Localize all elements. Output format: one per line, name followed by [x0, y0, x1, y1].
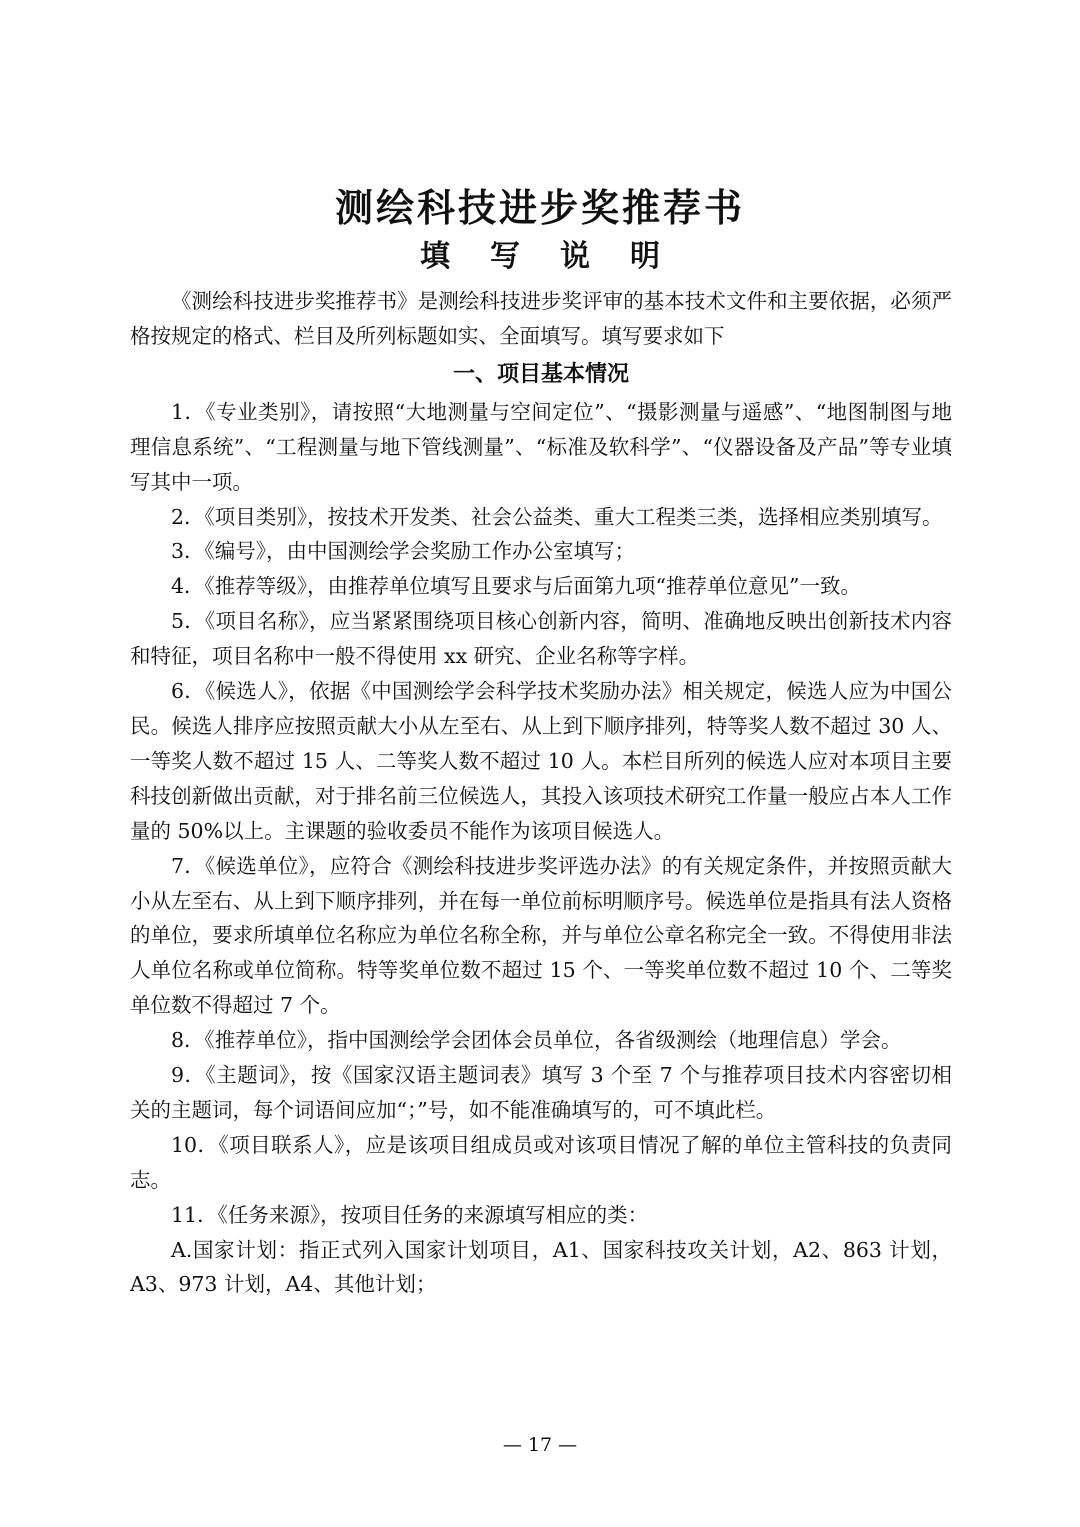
intro-paragraph: 《测绘科技进步奖推荐书》是测绘科技进步奖评审的基本技术文件和主要依据，必须严格按规定的格式、栏目及所列标题如实、全面填写。填写要求如下 [130, 289, 952, 348]
list-item: 3．《编号》，由中国测绘学会奖励工作办公室填写； [171, 539, 636, 564]
document-title: 测绘科技进步奖推荐书 [334, 186, 745, 230]
list-item: 4．《推荐等级》，由推荐单位填写且要求与后面第九项“推荐单位意见”一致。 [171, 574, 862, 599]
list-item: 10．《项目联系人》，应是该项目组成员或对该项目情况了解的单位主管科技的负责同志。 [130, 1132, 952, 1192]
list-item: 1．《专业类别》，请按照“大地测量与空间定位”、“摄影测量与遥感”、“地图制图与地理信息系统”、“工程测量与地下管线测量”、“标准及软科学”、“仪器设备及产品”等专业填写其中一项。 [130, 399, 952, 494]
list-item: 8．《推荐单位》，指中国测绘学会团体会员单位，各省级测绘（地理信息）学会。 [171, 1028, 902, 1053]
list-item: 6．《候选人》，依据《中国测绘学会科学技术奖励办法》相关规定，候选人应为中国公民。候选人排序应按照贡献大小从左至右、从上到下顺序排列，特等奖人数不超过 30 人、一等奖人数不超过 15 人、二等奖人数不超过 10 人。本栏目所列的候选人应对本项目主要科技创新做出贡献，对于排名前三位候选人，其投入该项技术研究工作量一般应占本人工作量的 50%以上。主课题的验收委员不能作为该项目候选人。 [130, 679, 952, 843]
document-subtitle: 填写说明 [420, 239, 700, 274]
list-item: 5．《项目名称》，应当紧紧围绕项目核心创新内容，简明、准确地反映出创新技术内容和特征，项目名称中一般不得使用 xx 研究、企业名称等字样。 [130, 609, 952, 669]
list-item: 2．《项目类别》，按技术开发类、社会公益类、重大工程类三类，选择相应类别填写。 [171, 504, 943, 529]
document-body [130, 284, 952, 1302]
list-item: A.国家计划：指正式列入国家计划项目，A1、国家科技攻关计划，A2、863 计划，A3、973 计划，A4、其他计划； [130, 1237, 952, 1297]
section-heading: 一、项目基本情况 [452, 361, 629, 387]
list-item: 11．《任务来源》，按项目任务的来源填写相应的类： [171, 1202, 649, 1227]
page-number: — 17 — [502, 1434, 578, 1456]
list-item: 7．《候选单位》，应符合《测绘科技进步奖评选办法》的有关规定条件，并按照贡献大小从左至右、从上到下顺序排列，并在每一单位前标明顺序号。候选单位是指具有法人资格的单位，要求所填单位名称应为单位名称全称，并与单位公章名称完全一致。不得使用非法人单位名称或单位简称。特等奖单位数不超过 15 个、一等奖单位数不超过 10 个、二等奖单位数不得超过 7 个。 [130, 853, 952, 1018]
list-item: 9．《主题词》，按《国家汉语主题词表》填写 3 个至 7 个与推荐项目技术内容密切相关的主题词，每个词语间应加“；”号，如不能准确填写的，可不填此栏。 [130, 1063, 952, 1122]
